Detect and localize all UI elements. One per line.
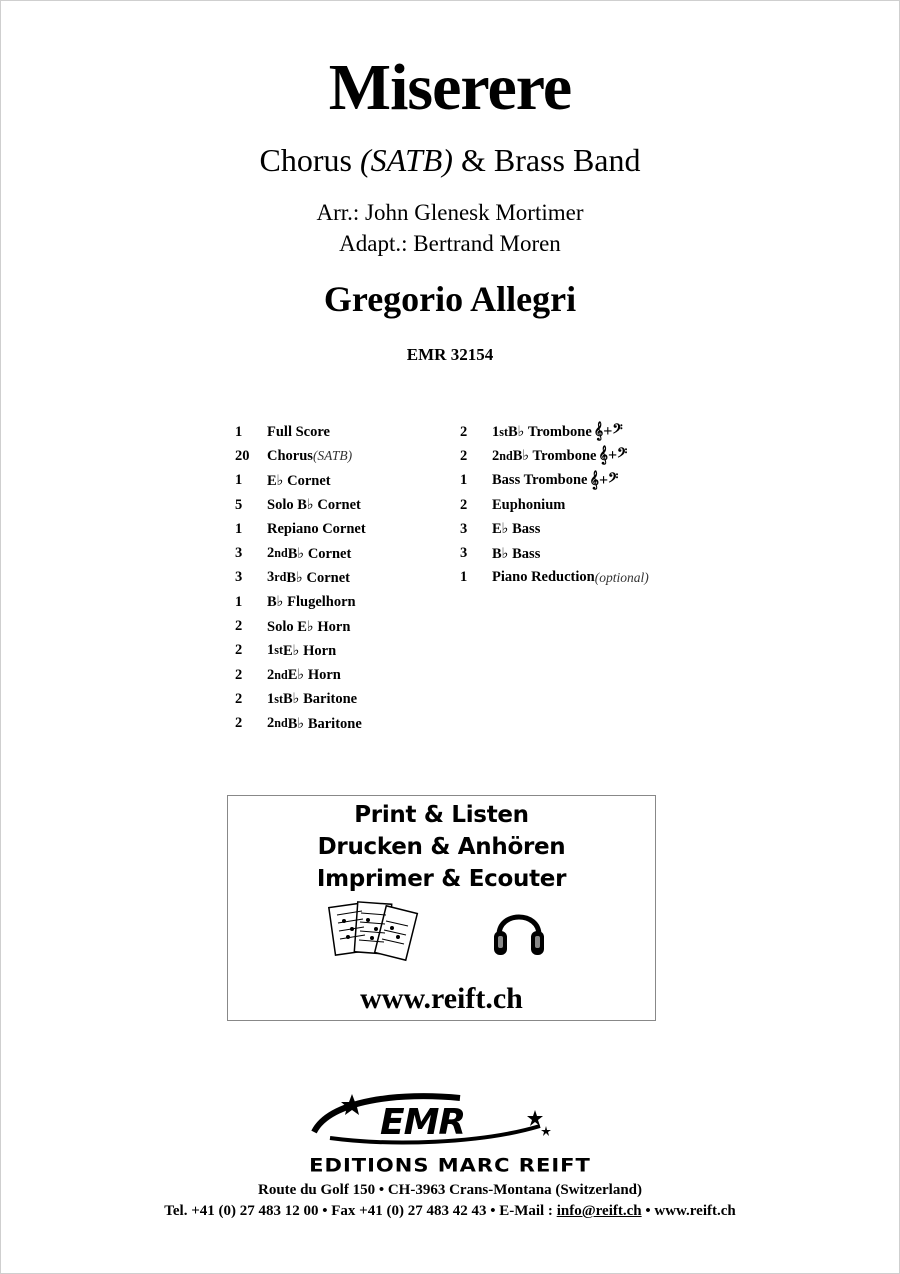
part-row (460, 541, 649, 565)
subtitle-post: & Brass Band (452, 142, 641, 178)
part-row (460, 420, 649, 444)
part-quantity: 2 (235, 666, 243, 683)
part-quantity: 5 (235, 496, 243, 513)
parts-list-right (460, 420, 649, 590)
part-name: Repiano Cornet (267, 520, 366, 537)
arranger: Arr.: John Glenesk Mortimer (316, 200, 584, 225)
part-name: E♭ Horn (287, 667, 341, 684)
part-ordinal: 2 (267, 666, 275, 683)
part-name: Solo B♭ Cornet (267, 497, 361, 514)
part-quantity: 2 (235, 690, 243, 707)
part-ordinal-suffix: nd (274, 667, 288, 682)
clef-icon: 𝄞+𝄢 (593, 423, 623, 441)
part-name: Euphonium (492, 496, 566, 513)
part-name: Bass Trombone (492, 472, 588, 489)
part-quantity: 2 (460, 447, 468, 464)
part-row (235, 687, 366, 711)
part-note: (optional) (594, 569, 649, 585)
part-quantity: 3 (235, 569, 243, 586)
part-row (235, 566, 366, 590)
clef-icon: 𝄞+𝄢 (598, 447, 628, 465)
contact-phone-fax: Tel. +41 (0) 27 483 12 00 • Fax +41 (0) 27 483 42 43 • E-Mail : (164, 1203, 557, 1219)
part-ordinal-suffix: st (274, 643, 283, 658)
part-row (235, 493, 366, 517)
part-name: E♭ Horn (282, 642, 337, 659)
part-note: (SATB) (312, 448, 353, 464)
part-ordinal-suffix: nd (499, 448, 513, 463)
part-quantity: 3 (460, 520, 468, 537)
part-name: B♭ Trombone (507, 424, 592, 441)
composer: Gregorio Allegri (323, 279, 577, 319)
promo-url-link[interactable]: www.reift.ch (360, 982, 523, 1015)
part-name: Full Score (267, 423, 330, 440)
part-quantity: 1 (235, 520, 243, 537)
contact-line (0, 1203, 900, 1220)
part-row (460, 566, 649, 590)
part-quantity: 1 (235, 593, 243, 610)
part-ordinal: 3 (267, 569, 275, 586)
part-name: B♭ Baritone (282, 691, 358, 708)
part-row (235, 469, 366, 493)
part-name: B♭ Bass (492, 545, 541, 562)
part-row (235, 541, 366, 565)
part-quantity: 1 (460, 472, 468, 489)
part-ordinal: 1 (267, 690, 275, 707)
part-row (235, 444, 366, 468)
part-row (460, 517, 649, 541)
catalog-number: EMR 32154 (406, 345, 494, 364)
part-quantity: 2 (460, 496, 468, 513)
part-quantity: 2 (235, 642, 243, 659)
contact-website: • www.reift.ch (641, 1203, 736, 1219)
part-ordinal-suffix: nd (274, 716, 288, 731)
part-ordinal-suffix: st (499, 424, 508, 439)
part-quantity: 3 (235, 545, 243, 562)
part-row (235, 663, 366, 687)
part-quantity: 2 (235, 715, 243, 732)
parts-list-left (235, 420, 366, 736)
logo-text: EMR (380, 1102, 466, 1143)
part-row (235, 590, 366, 614)
part-quantity: 1 (235, 472, 243, 489)
part-name: E♭ Bass (492, 521, 541, 538)
publisher-name: EDITIONS MARC REIFT (309, 1154, 591, 1176)
part-ordinal: 2 (492, 447, 500, 464)
part-name: Chorus (267, 447, 313, 464)
part-quantity: 1 (235, 423, 243, 440)
part-name: B♭ Baritone (287, 715, 362, 732)
part-name: B♭ Cornet (287, 545, 352, 562)
part-row (460, 469, 649, 493)
part-ordinal: 1 (267, 642, 275, 659)
clef-icon: 𝄞+𝄢 (589, 471, 619, 489)
part-quantity: 20 (235, 447, 250, 464)
part-name: B♭ Cornet (286, 569, 350, 586)
part-name: E♭ Cornet (267, 472, 331, 489)
promo-line-3: Imprimer & Ecouter (316, 866, 567, 892)
part-quantity: 2 (235, 618, 243, 635)
subtitle-pre: Chorus (259, 142, 360, 178)
headphones-icon (490, 901, 548, 961)
promo-line-1: Print & Listen (354, 802, 529, 828)
part-row (235, 712, 366, 736)
part-ordinal-suffix: rd (274, 570, 287, 585)
subtitle (0, 142, 900, 179)
part-row (235, 639, 366, 663)
part-quantity: 1 (460, 569, 468, 586)
page-title: Miserere (328, 51, 572, 124)
email-link[interactable]: info@reift.ch (556, 1203, 642, 1219)
part-name: Piano Reduction (492, 569, 595, 586)
adapter: Adapt.: Bertrand Moren (339, 231, 561, 256)
part-row (235, 420, 366, 444)
part-ordinal-suffix: st (274, 691, 283, 706)
part-row (460, 444, 649, 468)
print-listen-box[interactable] (227, 795, 656, 1021)
part-ordinal: 2 (267, 715, 275, 732)
sheet-music-icon (328, 899, 420, 965)
part-ordinal-suffix: nd (274, 546, 288, 561)
emr-logo (310, 1090, 560, 1152)
part-ordinal: 2 (267, 545, 275, 562)
part-row (235, 614, 366, 638)
publisher-address: Route du Golf 150 • CH-3963 Crans-Montana (Switzerland) (258, 1182, 642, 1198)
part-name: B♭ Trombone (512, 448, 597, 465)
part-row (460, 493, 649, 517)
subtitle-voicing: (SATB) (359, 142, 453, 178)
part-ordinal: 1 (492, 423, 500, 440)
part-name: Solo E♭ Horn (267, 618, 351, 635)
part-quantity: 3 (460, 545, 468, 562)
part-quantity: 2 (460, 423, 468, 440)
part-row (235, 517, 366, 541)
part-name: B♭ Flugelhorn (267, 594, 356, 611)
promo-line-2: Drucken & Anhören (317, 834, 566, 860)
